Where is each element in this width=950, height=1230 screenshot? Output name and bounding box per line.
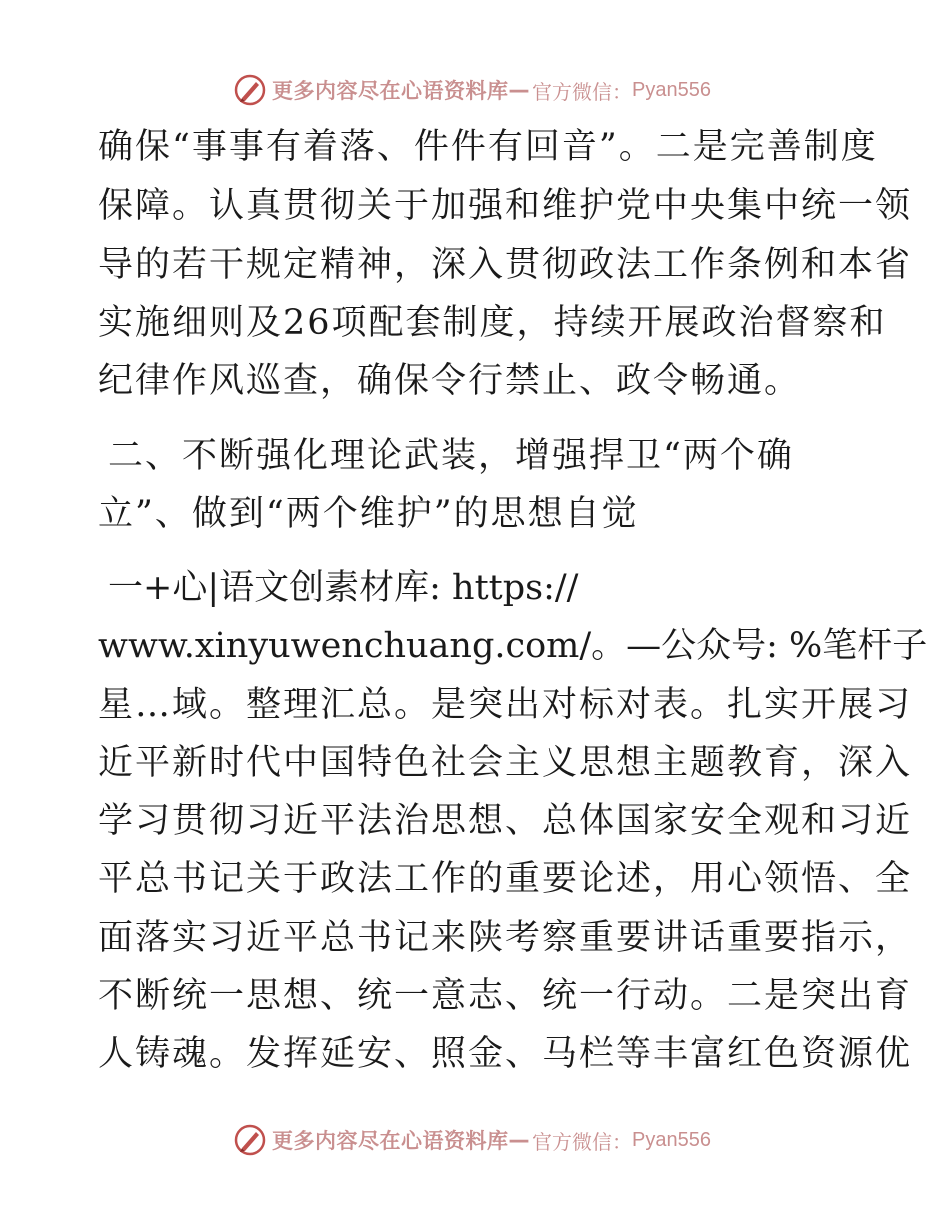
section-heading-line: 立”、做到“两个维护”的思想自觉	[98, 494, 639, 534]
watermark-wechat-handle: Pyan556	[632, 78, 711, 101]
body-line: 纪律作风巡查，确保令行禁止、政令畅通。	[98, 361, 802, 401]
pen-logo-icon	[232, 72, 268, 108]
body-line: 实施细则及26项配套制度，持续开展政治督察和	[98, 303, 887, 343]
body-line: 人铸魂。发挥延安、照金、马栏等丰富红色资源优	[98, 1034, 913, 1074]
body-line: 面落实习近平总书记来陕考察重要讲话重要指示，	[98, 918, 913, 958]
body-line: 近平新时代中国特色社会主义思想主题教育，深入	[98, 743, 913, 783]
body-line: 不断统一思想、统一意志、统一行动。二是突出育	[98, 976, 913, 1016]
body-line: 平总书记关于政法工作的重要论述，用心领悟、全	[98, 859, 913, 899]
body-line: 星…域。整理汇总。是突出对标对表。扎实开展习	[98, 685, 913, 725]
body-line: 学习贯彻习近平法治思想、总体国家安全观和习近	[98, 801, 913, 841]
section-heading-line: 二、不断强化理论武装，增强捍卫“两个确	[108, 436, 794, 476]
body-line: 确保“事事有着落、件件有回音”。二是完善制度	[98, 127, 878, 167]
watermark-separator: —	[508, 1128, 530, 1152]
body-line: www.xinyuwenchuang.com/。—公众号: %笔杆子	[98, 626, 928, 666]
pen-logo-icon	[232, 1122, 268, 1158]
watermark-wechat-label: 官方微信：	[532, 1129, 632, 1154]
watermark-promo-text: 更多内容尽在心语资料库	[272, 79, 509, 103]
body-line: 一+心|语文创素材库: https://	[108, 568, 579, 608]
watermark-wechat-handle: Pyan556	[632, 1128, 711, 1151]
body-line: 导的若干规定精神，深入贯彻政法工作条例和本省	[98, 245, 913, 285]
watermark-promo-text: 更多内容尽在心语资料库	[272, 1129, 509, 1153]
watermark-wechat-label: 官方微信：	[532, 79, 632, 104]
watermark-separator: —	[508, 78, 530, 102]
header-watermark-banner	[232, 70, 711, 110]
body-line: 保障。认真贯彻关于加强和维护党中央集中统一领	[98, 186, 913, 226]
footer-watermark-banner	[232, 1120, 711, 1160]
